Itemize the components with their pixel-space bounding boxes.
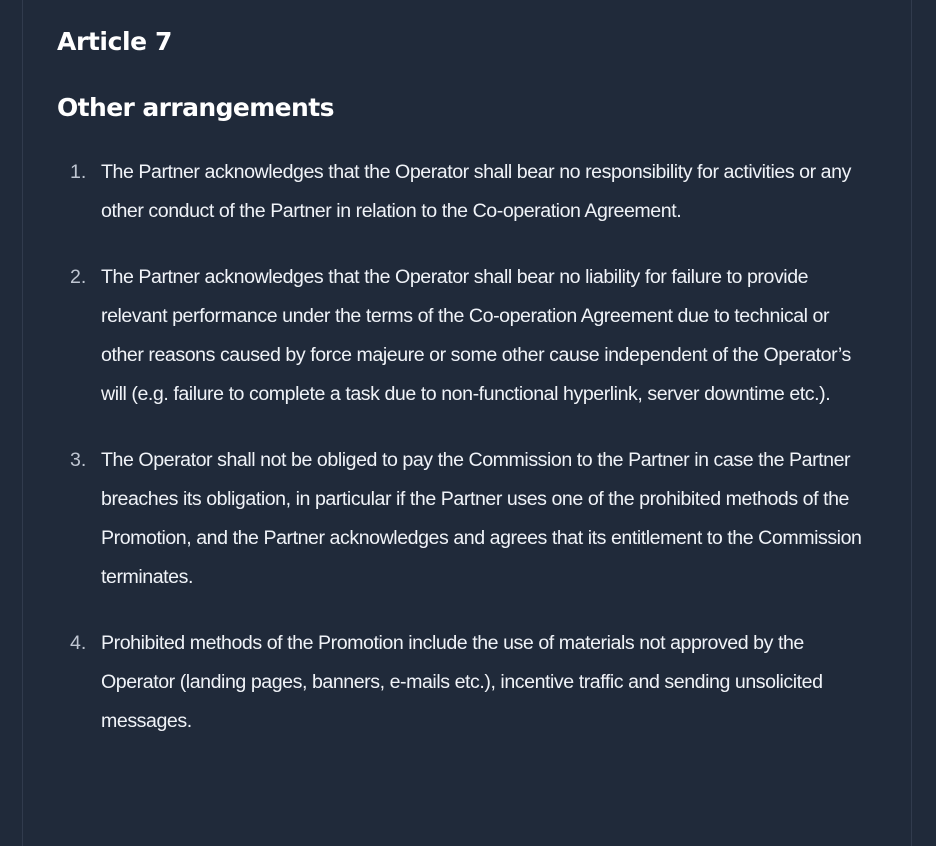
content-left-border xyxy=(22,0,23,846)
list-item-number: 2. xyxy=(70,266,87,288)
content-right-border xyxy=(911,0,912,846)
list-item-text: Prohibited methods of the Promotion include the use of materials not approved by the Operator (landing pages, banners, e-mails etc.), incentive traffic and sending unsolicited messages. xyxy=(101,632,823,732)
list-item-number: 3. xyxy=(70,449,87,471)
section-heading: Other arrangements xyxy=(57,93,334,122)
list-item xyxy=(70,153,868,231)
list-item-text: The Partner acknowledges that the Operator shall bear no responsibility for activities or any other conduct of the Partner in relation to the Co-operation Agreement. xyxy=(101,161,851,222)
list-item-number: 1. xyxy=(70,161,87,183)
list-item-text: The Operator shall not be obliged to pay the Commission to the Partner in case the Partner breaches its obligation, in particular if the Partner uses one of the prohibited methods of the Promotion, and the Partner acknowledges and agrees that its entitlement to the Commission terminates. xyxy=(101,449,862,588)
list-item xyxy=(70,258,868,414)
list-item xyxy=(70,624,868,741)
terms-list xyxy=(70,153,868,768)
list-item xyxy=(70,441,868,597)
list-item-number: 4. xyxy=(70,632,87,654)
article-heading: Article 7 xyxy=(57,27,173,56)
list-item-text: The Partner acknowledges that the Operator shall bear no liability for failure to provide relevant performance under the terms of the Co-operation Agreement due to technical or other reasons caused by force majeure or some other cause independent of the Operator’s will (e.g. failure to complete a task due to non-functional hyperlink, server downtime etc.). xyxy=(101,266,851,405)
